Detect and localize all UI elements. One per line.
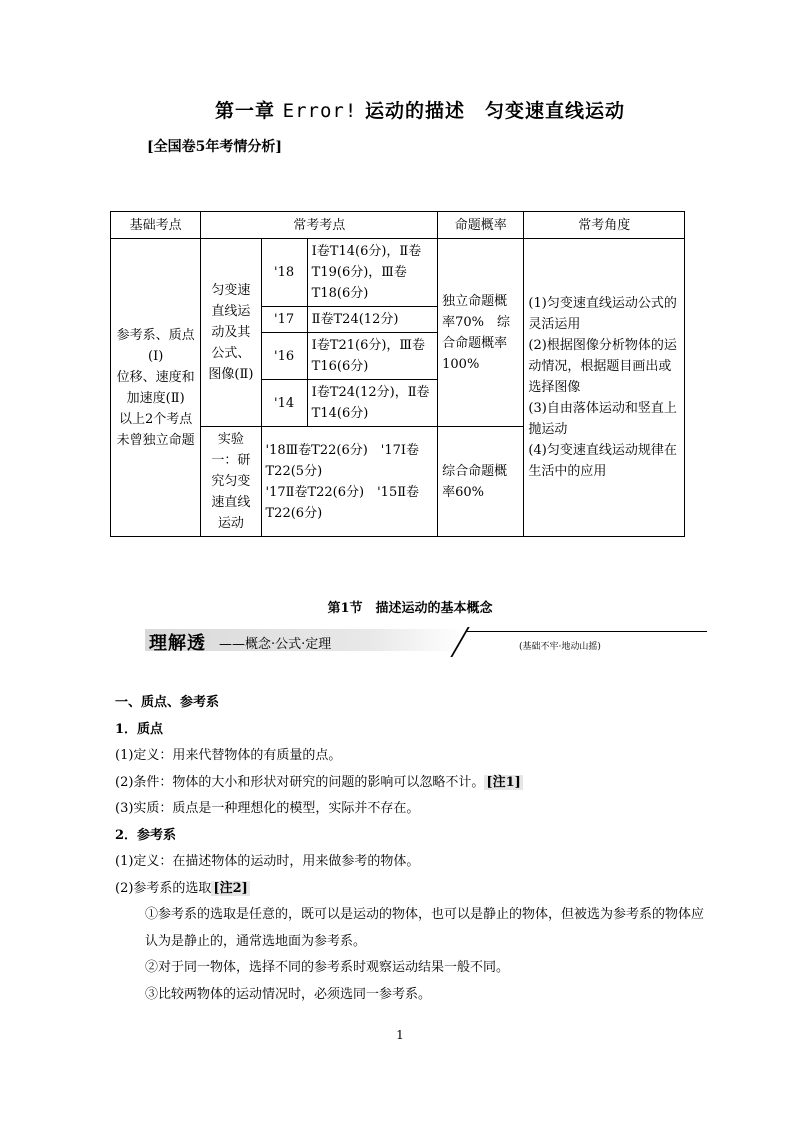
paragraph: (1)定义：在描述物体的运动时，用来做参考的物体。	[115, 854, 420, 869]
exam-analysis-table	[110, 211, 685, 537]
angles-cell	[524, 239, 685, 537]
exam-cell: Ⅱ卷T24(12分)	[307, 307, 437, 333]
topic-experiment: 实验一：研究匀变速直线运动	[201, 427, 261, 537]
content-body	[115, 690, 705, 1008]
banner-rule	[467, 631, 707, 632]
header-basic: 基础考点	[111, 212, 201, 239]
heading-particle: 1．质点	[115, 721, 164, 737]
chapter-label: 第一章	[215, 100, 276, 122]
probability-cell: 综合命题概率60%	[438, 427, 524, 537]
experiment-exam-line: '17Ⅱ卷T22(6分) '15Ⅱ卷T22(6分)	[265, 484, 420, 521]
exam-analysis-subtitle: [全国卷5年考情分析]	[147, 139, 282, 155]
page-number: 1	[396, 1028, 404, 1042]
paragraph	[115, 770, 705, 797]
basic-point: 参考系、质点(Ⅰ)	[116, 327, 195, 364]
exam-cell: Ⅰ卷T14(6分)，Ⅱ卷T19(6分)，Ⅲ卷T18(6分)	[307, 239, 437, 307]
probability-cell: 独立命题概率70% 综合命题概率100%	[438, 239, 524, 427]
basic-points-cell	[111, 239, 201, 537]
angle-item: (3)自由落体运动和竖直上抛运动	[528, 401, 677, 437]
paragraph: ②对于同一物体，选择不同的参考系时观察运动结果一般不同。	[145, 960, 510, 975]
angle-item: (2)根据图像分析物体的运动情况，根据题目画出或选择图像	[528, 338, 677, 395]
paragraph: ①参考系的选取是任意的，既可以是运动的物体，也可以是静止的物体，但被选为参考系的物体应认为是静止的，通常选地面为参考系。	[145, 907, 705, 949]
banner-title: 理解透	[149, 633, 206, 654]
year-cell: '17	[261, 307, 307, 333]
paragraph-text: (2)参考系的选取	[115, 880, 212, 896]
basic-point: 以上2个考点未曾独立命题	[116, 411, 195, 448]
table-header-row	[111, 212, 685, 239]
basic-point: 位移、速度和加速度(Ⅱ)	[116, 369, 195, 406]
exam-cell: Ⅰ卷T21(6分)，Ⅲ卷T16(6分)	[307, 333, 437, 380]
section-title: 第1节 描述运动的基本概念	[327, 601, 493, 616]
year-cell: '14	[261, 380, 307, 427]
note-link[interactable]: [注1]	[486, 774, 521, 790]
topic-uniform-acceleration: 匀变速直线运动及其公式、图像(Ⅱ)	[201, 239, 261, 427]
banner-hint: (基础不牢·地动山摇)	[519, 642, 601, 652]
year-cell: '16	[261, 333, 307, 380]
table-row	[111, 239, 685, 307]
note-link[interactable]: [注2]	[213, 880, 248, 896]
error-text: Error!	[282, 100, 358, 122]
heading-reference: 2．参考系	[115, 827, 177, 843]
paragraph: (1)定义：用来代替物体的有质量的点。	[115, 748, 342, 763]
header-probability: 命题概率	[438, 212, 524, 239]
angle-item: (4)匀变速直线运动规律在生活中的应用	[528, 443, 677, 479]
heading-1: 一、质点、参考系	[115, 695, 220, 710]
header-common: 常考考点	[201, 212, 438, 239]
paragraph-text: (2)条件：物体的大小和形状对研究的问题的影响可以忽略不计。	[115, 774, 485, 790]
chapter-title	[0, 96, 794, 123]
angle-item: (1)匀变速直线运动公式的灵活运用	[528, 296, 677, 332]
header-angle: 常考角度	[524, 212, 685, 239]
experiment-exam-line: '18Ⅲ卷T22(6分) '17Ⅰ卷T22(5分)	[265, 442, 420, 479]
chapter-title-text: 运动的描述 匀变速直线运动	[364, 100, 625, 122]
paragraph	[115, 876, 705, 903]
paragraph: (3)实质：质点是一种理想化的模型，实际并不存在。	[115, 801, 420, 816]
paragraph: ③比较两物体的运动情况时，必须选同一参考系。	[145, 986, 432, 1002]
experiment-exam-cell	[261, 427, 438, 537]
year-cell: '18	[261, 239, 307, 307]
exam-cell: Ⅰ卷T24(12分)，Ⅱ卷T14(6分)	[307, 380, 437, 427]
section-banner	[145, 627, 705, 661]
banner-subtitle: ——概念·公式·定理	[219, 637, 332, 652]
